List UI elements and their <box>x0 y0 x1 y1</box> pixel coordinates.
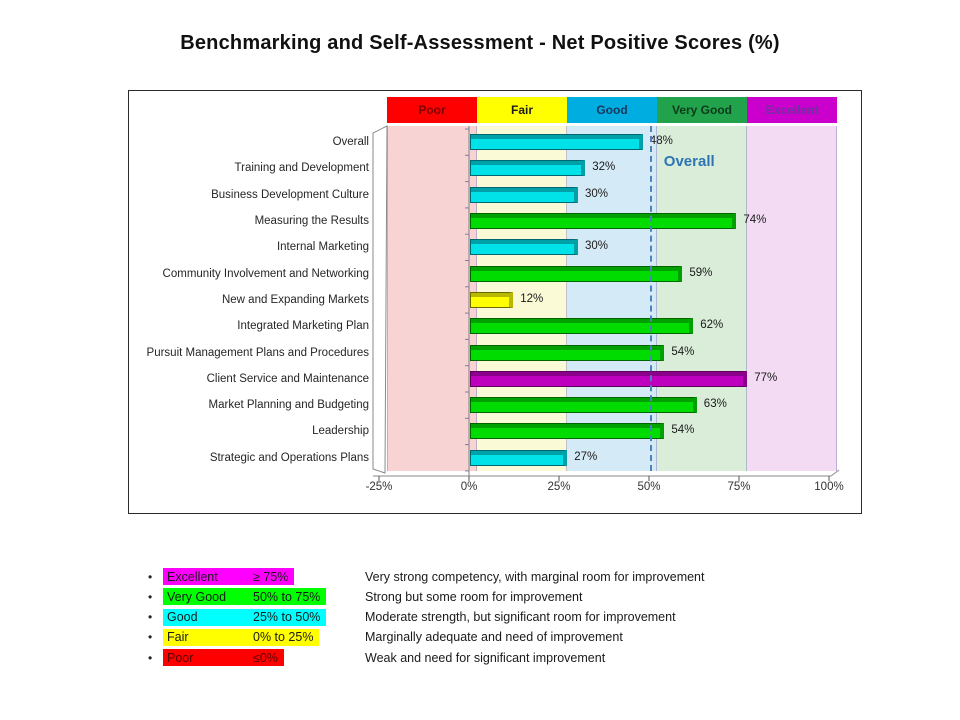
bar-strategic-and-operations-plans <box>470 450 567 466</box>
legend-range: ≤0% <box>253 650 278 665</box>
legend-range: 50% to 75% <box>253 589 321 604</box>
rating-band-fair: Fair <box>477 97 567 123</box>
legend-row-good <box>140 609 840 626</box>
bar-client-service-and-maintenance <box>470 371 747 387</box>
rating-band-good: Good <box>567 97 657 123</box>
legend-swatch <box>163 568 294 585</box>
legend-range: ≥ 75% <box>253 569 289 584</box>
category-label: Market Planning and Budgeting <box>208 399 369 412</box>
category-label: Training and Development <box>234 162 369 175</box>
x-axis-label: 25% <box>547 481 571 493</box>
legend-description: Weak and need for significant improvement <box>365 650 606 665</box>
background-band-excellent <box>747 126 837 471</box>
x-axis-label: 50% <box>637 481 661 493</box>
legend-swatch <box>163 629 319 646</box>
legend-name: Poor <box>167 650 194 665</box>
left-wall-3d <box>373 126 387 473</box>
bar-value-label: 63% <box>703 398 727 411</box>
legend-row-very-good <box>140 588 840 605</box>
legend-swatch <box>163 609 326 626</box>
category-label: Strategic and Operations Plans <box>209 451 369 464</box>
chart-title: Benchmarking and Self-Assessment - Net Positive Scores (%) <box>180 32 780 54</box>
legend-bullet: • <box>148 610 153 625</box>
legend-row-fair <box>140 629 840 646</box>
bar-business-development-culture <box>470 187 578 203</box>
bar-value-label: 74% <box>743 214 767 227</box>
legend-bullet: • <box>148 589 153 604</box>
bar-value-label: 77% <box>754 371 778 384</box>
bar-market-planning-and-budgeting <box>470 397 697 413</box>
category-label: Leadership <box>312 425 369 438</box>
rating-band-very-good: Very Good <box>657 97 747 123</box>
legend-name: Very Good <box>167 589 227 604</box>
bar-overall <box>470 134 643 150</box>
legend-name: Fair <box>167 630 189 645</box>
bar-value-label: 54% <box>671 345 695 358</box>
bar-value-label: 30% <box>585 187 609 200</box>
category-label: Business Development Culture <box>211 188 369 201</box>
legend-bullet: • <box>148 650 153 665</box>
bar-value-label: 32% <box>592 161 616 174</box>
legend-bullet: • <box>148 569 153 584</box>
bar-integrated-marketing-plan <box>470 318 693 334</box>
legend-row-excellent <box>140 568 840 585</box>
legend-name: Excellent <box>167 569 218 584</box>
bar-value-label: 54% <box>671 424 695 437</box>
background-band-good <box>567 126 657 471</box>
bar-value-label: 62% <box>700 319 724 332</box>
bar-new-and-expanding-markets <box>470 292 513 308</box>
legend-name: Good <box>167 610 198 625</box>
background-band-poor <box>387 126 477 471</box>
bar-training-and-development <box>470 160 585 176</box>
overall-annotation: Overall <box>663 153 715 170</box>
category-label: Community Involvement and Networking <box>162 267 369 280</box>
legend-range: 25% to 50% <box>253 610 321 625</box>
bar-value-label: 12% <box>520 292 544 305</box>
category-label: New and Expanding Markets <box>221 293 369 306</box>
bar-value-label: 59% <box>689 266 713 279</box>
legend-row-poor <box>140 649 840 666</box>
x-axis-label: 75% <box>727 481 751 493</box>
category-label: Integrated Marketing Plan <box>237 320 369 333</box>
bar-value-label: 27% <box>574 450 598 463</box>
x-axis-label: 100% <box>814 481 844 493</box>
category-label: Overall <box>332 136 369 149</box>
legend-swatch <box>163 649 284 666</box>
bar-measuring-the-results <box>470 213 736 229</box>
legend-range: 0% to 25% <box>253 630 314 645</box>
category-label: Internal Marketing <box>276 241 369 254</box>
legend-description: Marginally adequate and need of improvement <box>365 630 623 645</box>
legend-description: Moderate strength, but significant room for improvement <box>365 610 676 625</box>
bar-value-label: 48% <box>649 135 673 148</box>
overall-reference-line <box>650 126 652 471</box>
x-axis-label: 0% <box>460 481 478 493</box>
chart-area <box>128 90 862 514</box>
bar-leadership <box>470 423 664 439</box>
legend-swatch <box>163 588 326 605</box>
x-axis-label: -25% <box>365 481 393 493</box>
legend-bullet: • <box>148 630 153 645</box>
legend-description: Strong but some room for improvement <box>365 589 583 604</box>
category-label: Measuring the Results <box>254 215 369 228</box>
category-label: Pursuit Management Plans and Procedures <box>146 346 369 359</box>
background-band-very-good <box>657 126 747 471</box>
bar-internal-marketing <box>470 239 578 255</box>
rating-band-poor: Poor <box>387 97 477 123</box>
category-label: Client Service and Maintenance <box>206 372 369 385</box>
bar-value-label: 30% <box>585 240 609 253</box>
rating-band-excellent: Excellent <box>747 97 837 123</box>
legend-description: Very strong competency, with marginal room for improvement <box>365 569 705 584</box>
bar-pursuit-management-plans-and-procedures <box>470 345 664 361</box>
